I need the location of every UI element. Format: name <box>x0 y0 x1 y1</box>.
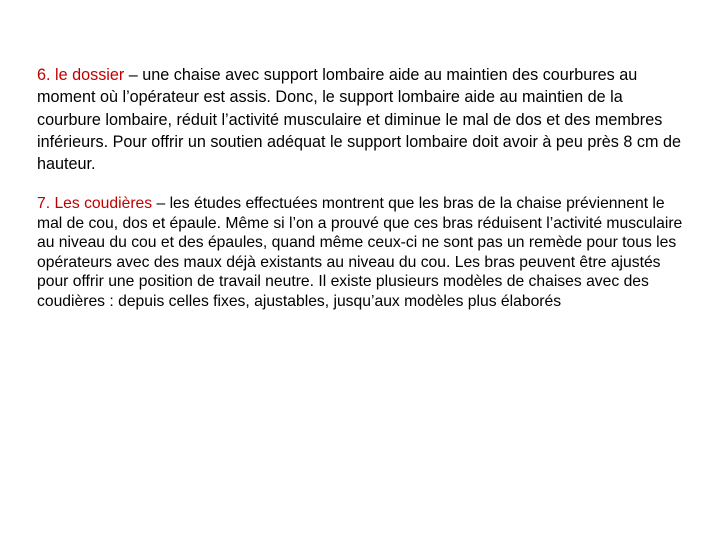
text-body <box>37 64 687 311</box>
heading-coudieres: 7. Les coudières <box>37 195 153 213</box>
paragraph-coudieres <box>37 194 687 311</box>
heading-dossier: 6. le dossier <box>37 66 125 84</box>
paragraph-dossier-body: – une chaise avec support lombaire aide au maintien des courbures au moment où l’opérateur est assis. Donc, le support lombaire aide au maintien de la courbure lombaire, réduit l’activité musculaire et diminue le mal de dos et des membres inférieurs. Pour offrir un soutien adéquat le support lombaire doit avoir à peu près 8 cm de hauteur. <box>37 66 681 174</box>
paragraph-coudieres-body: – les études effectuées montrent que les bras de la chaise préviennent le mal de cou, dos et épaule. Même si l’on a prouvé que ces bras réduisent l’activité musculaire au niveau du cou et des épaules, quand même ceux-ci ne sont pas un remède pour tous les opérateurs avec des maux déjà existants au niveau du cou. Les bras peuvent être ajustés pour offrir une position de travail neutre. Il existe plusieurs modèles de chaises avec des coudières : depuis celles fixes, ajustables, jusqu’aux modèles plus élaborés <box>37 195 683 310</box>
paragraph-dossier <box>37 64 687 175</box>
